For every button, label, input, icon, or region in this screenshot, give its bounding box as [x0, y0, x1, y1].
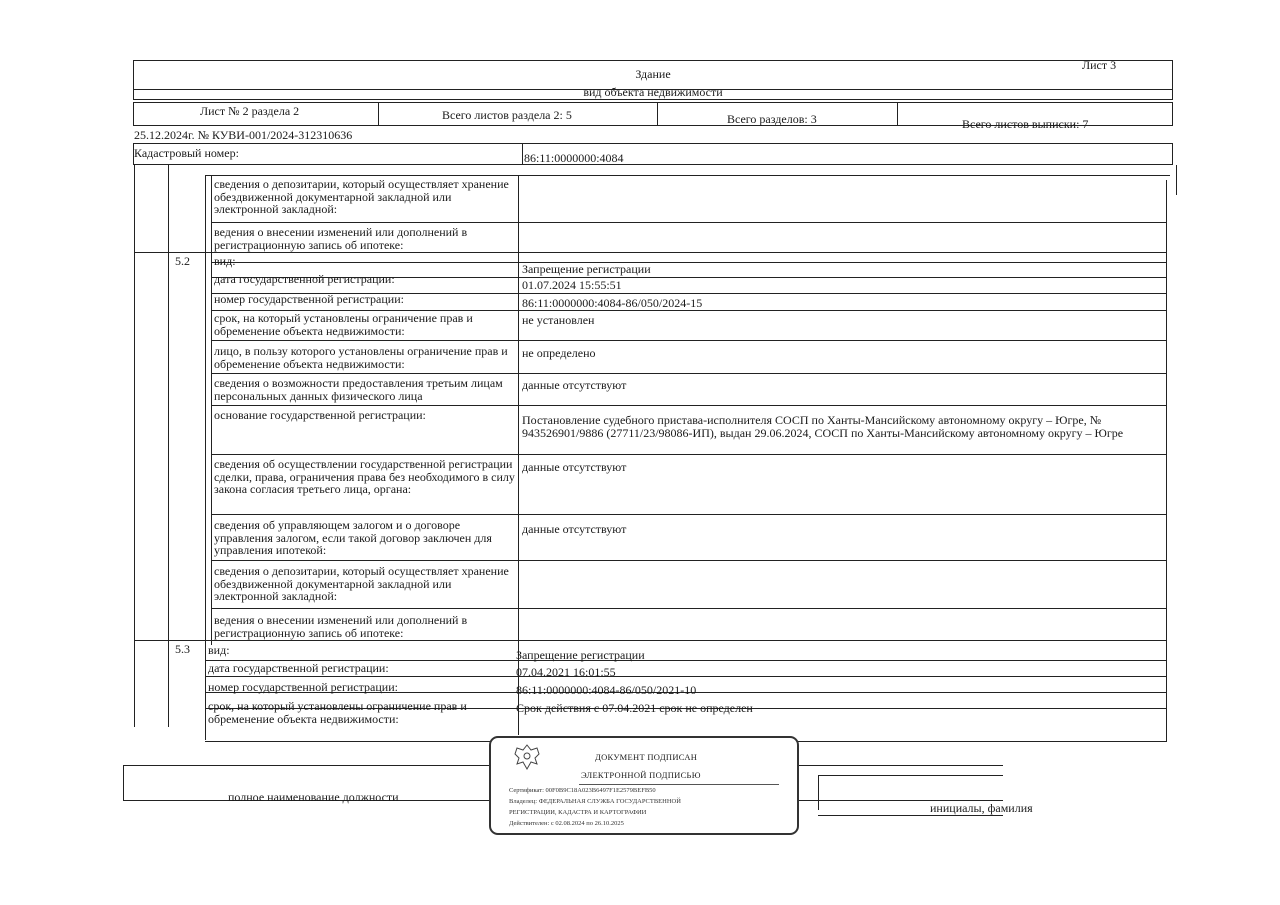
table-row-label: вид:	[208, 643, 230, 657]
stamp-owner: Владелец: ФЕДЕРАЛЬНАЯ СЛУЖБА ГОСУДАРСТВЕННОЙ	[509, 798, 681, 805]
table-row-label: ведения о внесении изменений или дополнений в регистрационную запись об ипотеке:	[214, 613, 468, 640]
table-row-label: номер государственной регистрации:	[214, 292, 404, 306]
table-row-label: срок, на который установлены ограничение прав и обременение объекта недвижимости:	[214, 311, 473, 338]
divider	[123, 765, 124, 800]
name-caption: инициалы, фамилия	[930, 801, 1033, 815]
table-row-label: сведения об управляющем залогом и о договоре управления залогом, если такой договор заключен для управления ипотекой:	[214, 518, 492, 557]
divider	[211, 373, 1166, 374]
divider	[205, 175, 1170, 176]
divider	[818, 775, 819, 810]
table-row-value: данные отсутствуют	[522, 522, 627, 536]
cadastral-row	[133, 143, 1173, 165]
divider	[211, 454, 1166, 455]
cadastral-label: Кадастровый номер:	[134, 146, 239, 160]
cadastral-number: 86:11:0000000:4084	[524, 151, 624, 165]
table-row-label: дата государственной регистрации:	[214, 272, 395, 286]
table-row-value: Постановление судебного пристава-исполнителя СОСП по Ханты-Мансийскому автономному округу – Югре, № 943526901/9886 (27711/23/98086-ИП), выдан 29.06.2024, СОСП по Ханты-Мансийскому автономному округу – Югре	[522, 413, 1124, 440]
stamp-title: ДОКУМЕНТ ПОДПИСАН	[595, 752, 698, 762]
section-number: 5.2	[175, 254, 190, 268]
position-caption: полное наименование должности	[228, 790, 399, 804]
divider	[897, 102, 898, 126]
table-row-label: срок, на который установлены ограничение прав и обременение объекта недвижимости:	[208, 699, 467, 726]
divider	[211, 560, 1166, 561]
sheet-number: Лист 3	[1082, 58, 1117, 72]
stamp-validity: Действителен: с 02.08.2024 по 26.10.2025	[509, 820, 624, 827]
table-row-value: Запрещение регистрации	[522, 262, 651, 276]
coat-of-arms-icon	[509, 742, 545, 772]
table-row-label: вид:	[214, 254, 236, 268]
table-row-value: данные отсутствуют	[522, 378, 627, 392]
table-row-label: номер государственной регистрации:	[208, 680, 398, 694]
total-extract-sheets: Всего листов выписки: 7	[962, 117, 1089, 131]
divider	[211, 608, 1166, 609]
section-number: 5.3	[175, 642, 190, 656]
table-row-value: Запрещение регистрации	[516, 648, 645, 662]
table-row-value: 86:11:0000000:4084-86/050/2021-10	[516, 683, 697, 697]
table-row-value: не определено	[522, 346, 596, 360]
table-row-value: 86:11:0000000:4084-86/050/2024-15	[522, 296, 703, 310]
divider	[657, 102, 658, 126]
table-row-value: 01.07.2024 15:55:51	[522, 278, 622, 292]
divider	[211, 175, 212, 645]
object-type-caption: вид объекта недвижимости	[583, 85, 723, 99]
table-row-label: сведения об осуществлении государственной регистрации сделки, права, ограничения права без необходимого в силу закона согласия третьего лица, органа:	[214, 457, 515, 496]
table-row-value: не установлен	[522, 313, 595, 327]
total-sections: Всего разделов: 3	[727, 112, 817, 126]
divider	[818, 775, 1003, 776]
table-row-label: ведения о внесении изменений или дополнений в регистрационную запись об ипотеке:	[214, 225, 468, 252]
divider	[522, 143, 523, 165]
divider	[211, 405, 1166, 406]
divider	[134, 640, 1166, 641]
divider	[134, 165, 135, 727]
divider	[205, 175, 206, 740]
divider	[168, 165, 169, 727]
total-section-sheets: Всего листов раздела 2: 5	[442, 108, 572, 122]
divider	[378, 102, 379, 126]
table-row-label: сведения о депозитарии, который осуществляет хранение обездвиженной документарной закладной или электронной закладной:	[214, 177, 509, 216]
divider	[211, 514, 1166, 515]
table-row-value: данные отсутствуют	[522, 460, 627, 474]
document-reference: 25.12.2024г. № КУВИ-001/2024-312310636	[134, 128, 353, 142]
divider	[211, 222, 1166, 223]
stamp-certificate: Сертификат: 00F0B9C18A023B6497F1E2579BEFB50	[509, 787, 656, 794]
divider	[1166, 180, 1167, 742]
table-row-label: сведения о депозитарии, который осуществляет хранение обездвиженной документарной закладной или электронной закладной:	[214, 564, 509, 603]
table-row-label: лицо, в пользу которого установлены ограничение прав и обременение объекта недвижимости:	[214, 344, 508, 371]
object-type: Здание	[635, 67, 671, 81]
divider	[134, 252, 1166, 253]
table-row-label: основание государственной регистрации:	[214, 408, 426, 422]
table-row-label: дата государственной регистрации:	[208, 661, 389, 675]
electronic-signature-stamp	[489, 736, 799, 835]
sheet-section: Лист № 2 раздела 2	[200, 104, 300, 118]
divider	[579, 784, 779, 785]
table-row-value: 07.04.2021 16:01:55	[516, 665, 616, 679]
divider	[1176, 165, 1177, 195]
divider	[211, 340, 1166, 341]
stamp-subtitle: ЭЛЕКТРОННОЙ ПОДПИСЬЮ	[581, 770, 701, 780]
stamp-owner-line-2: РЕГИСТРАЦИИ, КАДАСТРА И КАРТОГРАФИИ	[509, 809, 647, 816]
table-row-value: Срок действия с 07.04.2021 срок не определен	[516, 701, 753, 715]
table-row-label: сведения о возможности предоставления третьим лицам персональных данных физического лица	[214, 376, 503, 403]
